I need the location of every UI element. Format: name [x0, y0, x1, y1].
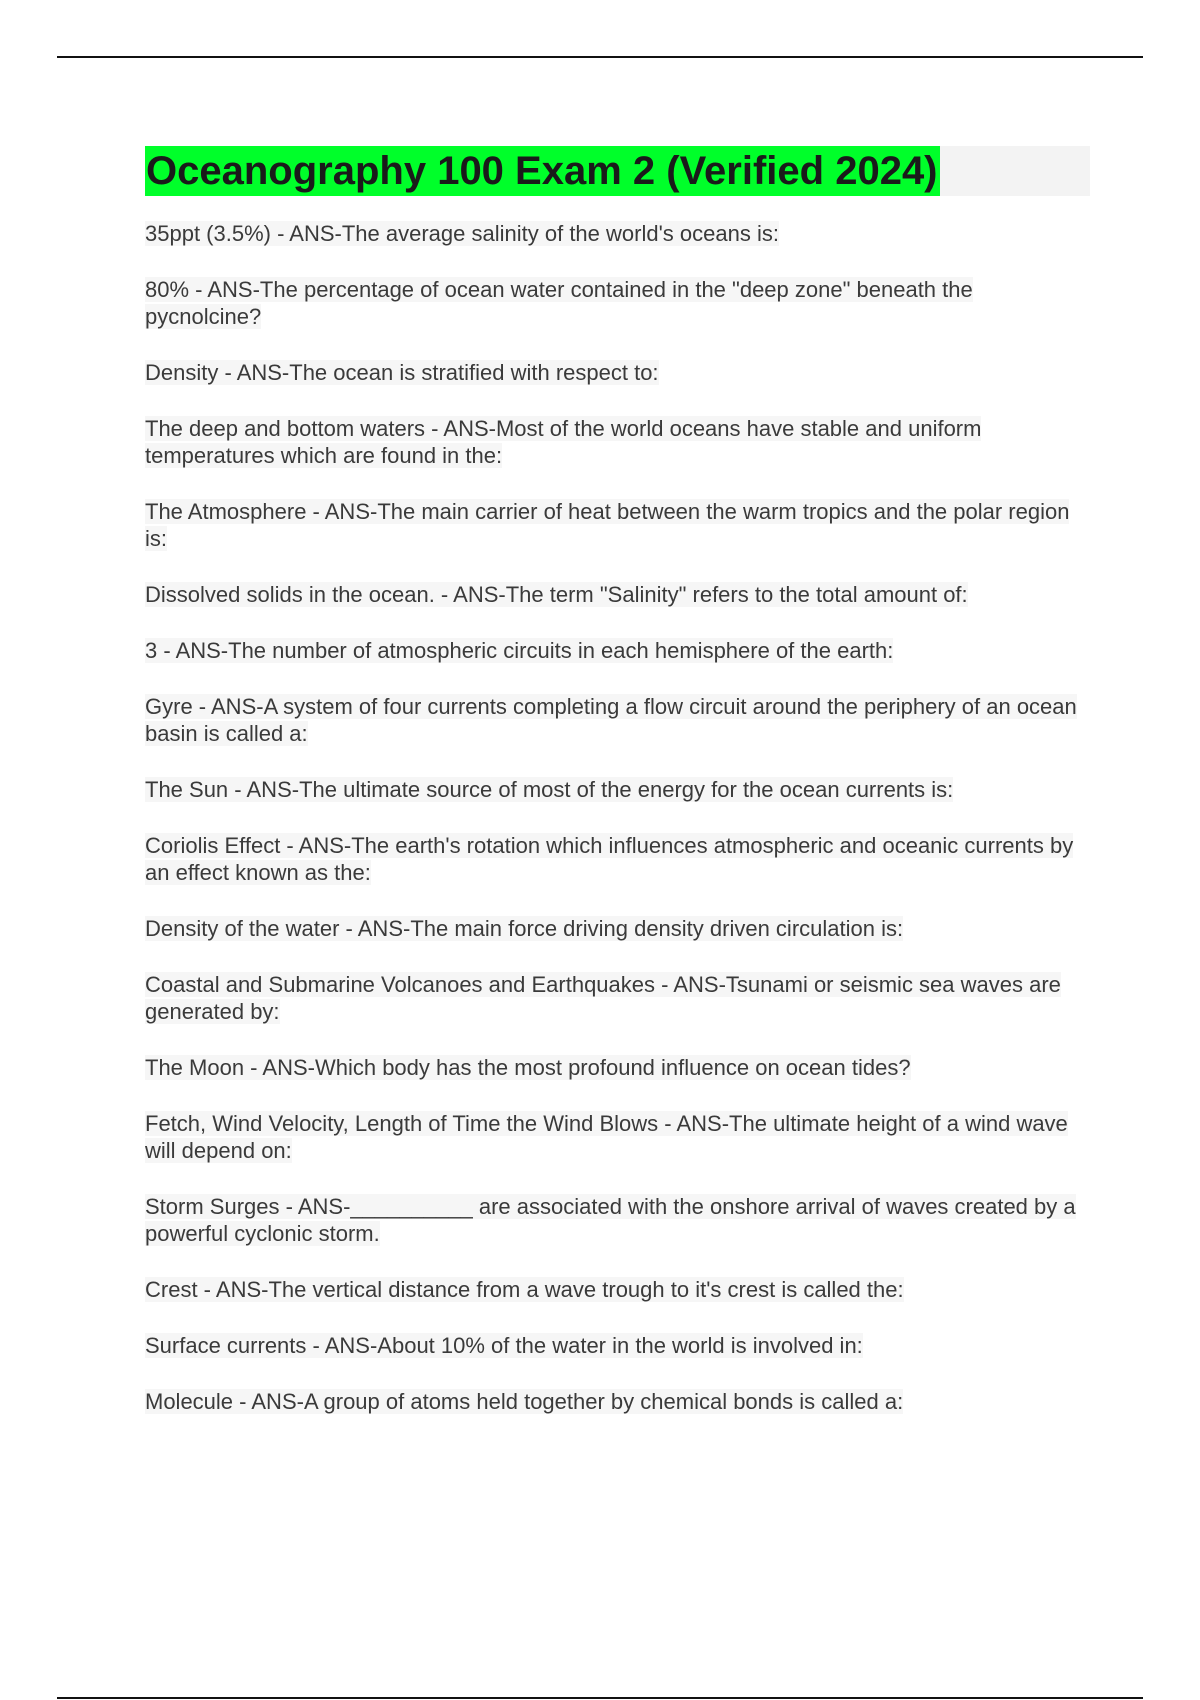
- qa-item: Fetch, Wind Velocity, Length of Time the Wind Blows - ANS-The ultimate height of a wind wave will depend on:: [145, 1111, 1068, 1163]
- bottom-rule: [57, 1697, 1143, 1699]
- qa-item: Crest - ANS-The vertical distance from a wave trough to it's crest is called the:: [145, 1277, 904, 1302]
- qa-item: Gyre - ANS-A system of four currents completing a flow circuit around the periphery of an ocean basin is called a:: [145, 694, 1077, 746]
- qa-item: The Moon - ANS-Which body has the most profound influence on ocean tides?: [145, 1055, 911, 1080]
- qa-item: Surface currents - ANS-About 10% of the water in the world is involved in:: [145, 1333, 863, 1358]
- qa-item: Density of the water - ANS-The main force driving density driven circulation is:: [145, 916, 904, 941]
- qa-item: Coastal and Submarine Volcanoes and Earthquakes - ANS-Tsunami or seismic sea waves are generated by:: [145, 972, 1061, 1024]
- qa-item: Coriolis Effect - ANS-The earth's rotation which influences atmospheric and oceanic currents by an effect known as the:: [145, 833, 1074, 885]
- title-band: [145, 146, 1090, 196]
- qa-item: Molecule - ANS-A group of atoms held together by chemical bonds is called a:: [145, 1389, 904, 1414]
- document-body: [145, 146, 1090, 1444]
- qa-item: The Atmosphere - ANS-The main carrier of heat between the warm tropics and the polar region is:: [145, 499, 1070, 551]
- qa-item: Density - ANS-The ocean is stratified with respect to:: [145, 360, 659, 385]
- qa-item: Dissolved solids in the ocean. - ANS-The term "Salinity" refers to the total amount of:: [145, 582, 968, 607]
- qa-item: Storm Surges - ANS-__________ are associated with the onshore arrival of waves created by a powerful cyclonic storm.: [145, 1194, 1076, 1246]
- top-rule: [57, 56, 1143, 58]
- qa-item: 80% - ANS-The percentage of ocean water contained in the "deep zone" beneath the pycnolcine?: [145, 277, 973, 329]
- qa-item: The deep and bottom waters - ANS-Most of the world oceans have stable and uniform temperatures which are found in the:: [145, 416, 982, 468]
- qa-item: The Sun - ANS-The ultimate source of most of the energy for the ocean currents is:: [145, 777, 954, 802]
- qa-item: 3 - ANS-The number of atmospheric circuits in each hemisphere of the earth:: [145, 638, 894, 663]
- document-title: Oceanography 100 Exam 2 (Verified 2024): [145, 146, 940, 196]
- qa-list: [145, 220, 1090, 1415]
- qa-item: 35ppt (3.5%) - ANS-The average salinity of the world's oceans is:: [145, 221, 779, 246]
